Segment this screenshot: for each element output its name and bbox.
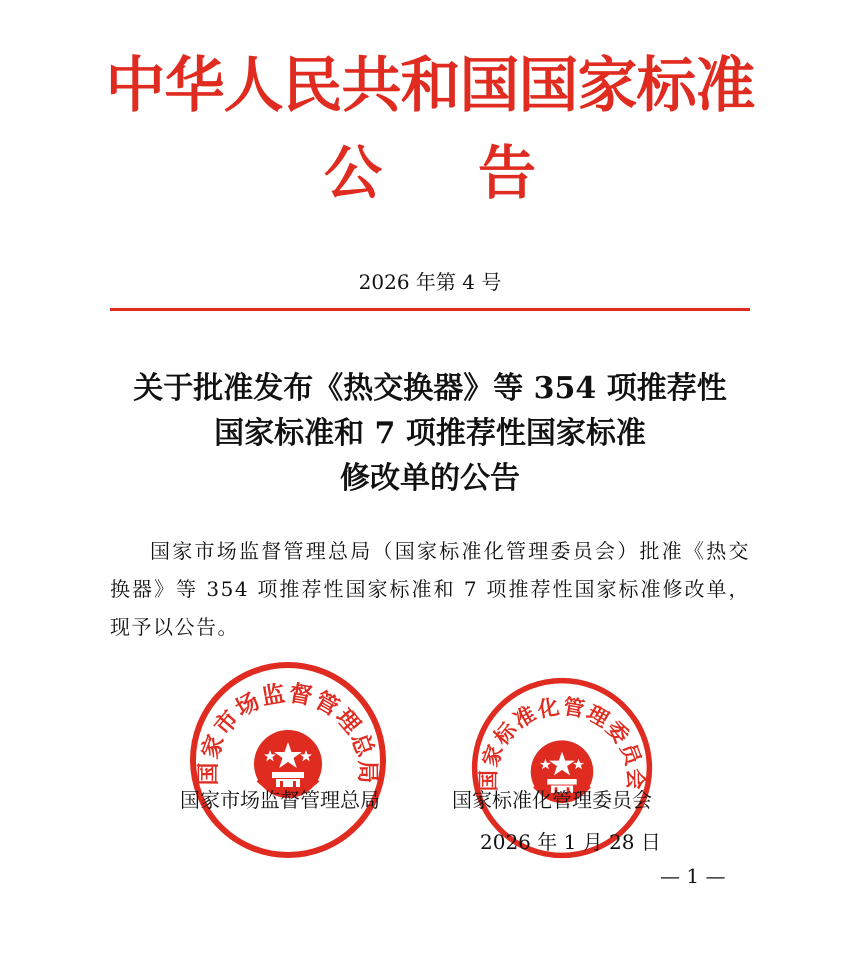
issue-date: 2026 年 1 月 28 日 — [480, 830, 661, 854]
official-seal-market-regulation — [188, 660, 388, 860]
body-paragraph: 国家市场监督管理总局（国家标准化管理委员会）批准《热交换器》等 354 项推荐性国家标准和 7 项推荐性国家标准修改单，现予以公告。 — [110, 539, 750, 639]
seal-text: 国家标准化管理委员会 — [475, 693, 649, 792]
masthead-subtitle: 公告 — [323, 139, 632, 207]
page-number: — 1 — — [660, 864, 726, 888]
document-title-line-1: 关于批准发布《热交换器》等 354 项推荐性 — [133, 371, 727, 406]
issuer-name-market-regulation: 国家市场监督管理总局 — [180, 788, 380, 812]
issue-number: 2026 年第 4 号 — [358, 270, 502, 294]
issuer-name-standardization-administration: 国家标准化管理委员会 — [452, 788, 652, 812]
masthead-title: 中华人民共和国国家标准 — [105, 51, 755, 121]
document-title-line-2: 国家标准和 7 项推荐性国家标准 — [214, 416, 646, 451]
document-title — [0, 366, 860, 501]
document-title-line-3: 修改单的公告 — [340, 461, 520, 496]
red-divider — [110, 308, 750, 311]
seal-text: 国家市场监督管理总局 — [194, 679, 382, 786]
